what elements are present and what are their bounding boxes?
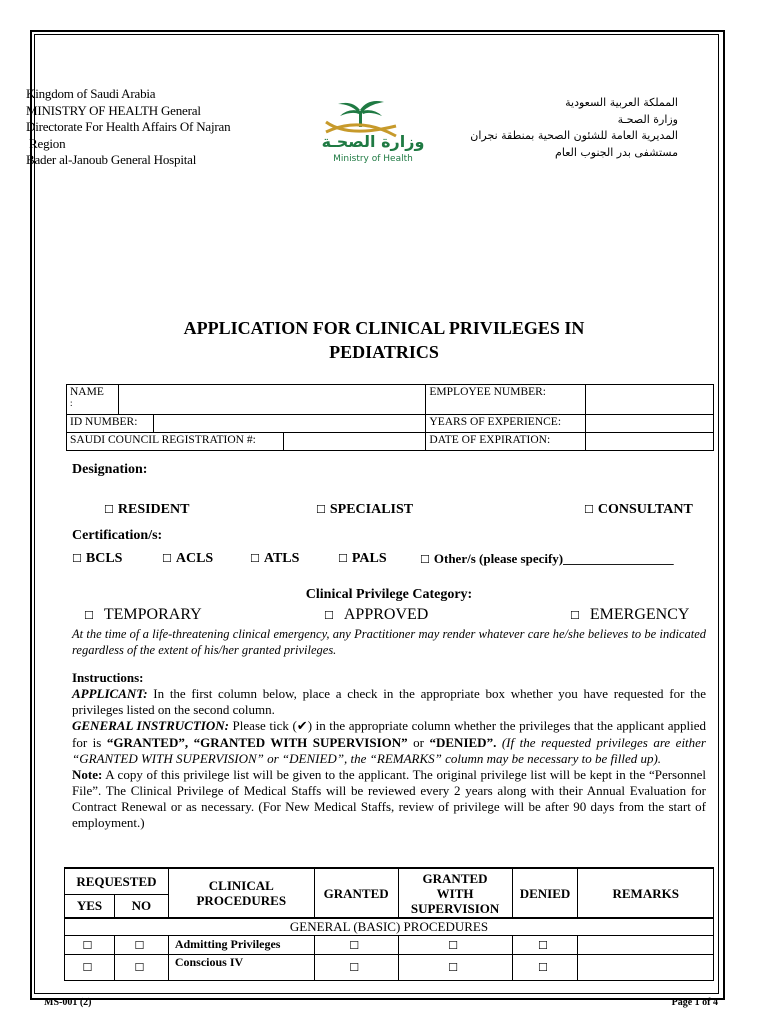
cert-label: Other/s (please specify)_________________: [433, 551, 674, 566]
date-expiration-label: DATE OF EXPIRATION:: [426, 433, 586, 451]
employee-number-label: EMPLOYEE NUMBER:: [426, 385, 586, 415]
date-expiration-field[interactable]: [586, 433, 714, 451]
header-left-line: Kingdom of Saudi Arabia: [26, 86, 156, 101]
category-emergency[interactable]: [570, 606, 689, 624]
note-instruction: [72, 767, 706, 831]
no-header: NO: [114, 894, 168, 918]
check-mark-icon: ✔: [296, 719, 308, 734]
checkbox-icon: ☐: [349, 938, 360, 952]
cert-label: ACLS: [175, 551, 214, 566]
checkbox-icon: ☐: [84, 609, 94, 622]
checkbox-icon: ☐: [72, 552, 82, 565]
general-text-1: Please tick (: [228, 718, 297, 733]
procedures-table: [64, 867, 714, 981]
remarks-field[interactable]: [578, 935, 714, 954]
form-code: MS-001 (2): [44, 997, 92, 1008]
procedure-name: Admitting Privileges: [168, 935, 314, 954]
cert-pals[interactable]: [338, 551, 387, 567]
header-right-line: المملكة العربية السعودية: [565, 96, 678, 109]
designation-label: SPECIALIST: [329, 502, 414, 517]
designation-consultant[interactable]: [584, 502, 693, 518]
checkbox-icon: ☐: [570, 609, 580, 622]
header-left-line: Directorate For Health Affairs Of Najran: [26, 119, 231, 134]
header-right-line: المديرية العامة للشئون الصحية بمنطقة نجران: [470, 129, 678, 142]
instructions-block: [72, 670, 706, 831]
checkbox-icon: ☐: [448, 961, 458, 974]
checkbox-icon: ☐: [324, 609, 334, 622]
category-label: EMERGENCY: [589, 606, 690, 623]
saudi-council-field[interactable]: [284, 433, 426, 450]
no-checkbox[interactable]: [114, 935, 168, 954]
years-experience-label: YEARS OF EXPERIENCE:: [426, 415, 586, 433]
employee-number-field[interactable]: [586, 385, 714, 415]
id-number-field[interactable]: [154, 415, 426, 432]
general-text-2: ) in the appropriate column whether the privileges that the applicant applied for is: [72, 718, 706, 750]
checkbox-icon: ☐: [82, 938, 93, 952]
cert-atls[interactable]: [250, 551, 299, 567]
section-general-basic: GENERAL (BASIC) PROCEDURES: [65, 918, 714, 935]
cert-others[interactable]: [420, 551, 674, 567]
checkbox-icon: ☐: [584, 503, 594, 516]
header-right-line: مستشفى بدر الجنوب العام: [555, 145, 678, 159]
applicant-label: APPLICANT:: [72, 686, 148, 701]
note-label: Note:: [72, 767, 103, 782]
designation-label: CONSULTANT: [597, 502, 693, 517]
title-line-2: PEDIATRICS: [329, 342, 439, 362]
remarks-header: REMARKS: [578, 868, 714, 918]
page-number: Page 1 of 4: [671, 997, 718, 1008]
granted-supervision-header: GRANTED WITH SUPERVISION: [398, 868, 512, 918]
id-number-label: ID NUMBER:: [67, 415, 154, 432]
granted-supervision-checkbox[interactable]: [398, 954, 512, 980]
category-temporary[interactable]: [84, 606, 202, 624]
denied-checkbox[interactable]: [512, 935, 578, 954]
checkbox-icon: ☐: [538, 961, 548, 974]
granted-supervision-text: “GRANTED WITH SUPERVISION”: [193, 735, 408, 750]
instructions-heading: Instructions:: [72, 670, 144, 685]
saudi-council-label: SAUDI COUNCIL REGISTRATION #:: [67, 433, 284, 450]
checkbox-icon: ☐: [349, 961, 360, 974]
designation-label: RESIDENT: [117, 502, 190, 517]
page-title: [0, 316, 768, 364]
id-number-cell: [67, 415, 426, 433]
checkbox-icon: ☐: [420, 553, 430, 566]
cert-label: BCLS: [85, 551, 123, 566]
yes-header: YES: [65, 894, 115, 918]
designation-specialist[interactable]: [316, 502, 413, 518]
requested-header: REQUESTED: [65, 868, 169, 894]
saudi-council-cell: [67, 433, 426, 451]
procedure-name: Conscious IV: [168, 954, 314, 980]
ministry-logo: [308, 98, 438, 168]
general-italic: (If the requested privileges are either “GRANTED WITH SUPERVISION” or “DENIED”, the “REMARKS” column may be necessary to be filled up).: [72, 735, 706, 766]
header-left-line: Region: [26, 135, 66, 151]
yes-checkbox[interactable]: [65, 935, 115, 954]
granted-checkbox[interactable]: [314, 954, 398, 980]
denied-text: “DENIED”.: [429, 735, 497, 750]
checkbox-icon: ☐: [538, 938, 548, 952]
designation-resident[interactable]: [104, 502, 189, 518]
emergency-note: At the time of a life-threatening clinical emergency, any Practitioner may render whatever care he/she believes to be indicated regardless of the extent of his/her granted privileges.: [72, 627, 706, 657]
granted-header: GRANTED: [314, 868, 398, 918]
category-label: TEMPORARY: [103, 606, 202, 623]
granted-checkbox[interactable]: [314, 935, 398, 954]
name-label: NAME: [70, 386, 104, 398]
or-text: or: [407, 735, 430, 750]
header-left-line: Bader al-Janoub General Hospital: [26, 152, 197, 167]
cert-bcls[interactable]: [72, 551, 122, 567]
name-field[interactable]: [118, 385, 425, 415]
cert-label: ATLS: [263, 551, 300, 566]
logo-arabic-text: وزارة الصحـة: [321, 132, 425, 151]
granted-text: “GRANTED”: [106, 735, 185, 750]
checkbox-icon: ☐: [134, 938, 145, 952]
logo-english-text: Ministry of Health: [333, 154, 413, 164]
remarks-field[interactable]: [578, 954, 714, 980]
applicant-text: In the first column below, place a check in the appropriate box whether you have requested for the privileges listed on the second column.: [72, 686, 706, 717]
denied-checkbox[interactable]: [512, 954, 578, 980]
general-instruction: [72, 718, 706, 767]
cert-acls[interactable]: [162, 551, 213, 567]
checkbox-icon: ☐: [316, 503, 326, 516]
general-label: GENERAL INSTRUCTION:: [72, 718, 229, 733]
name-colon: :: [70, 398, 73, 408]
applicant-info-table: [66, 384, 714, 451]
title-line-1: APPLICATION FOR CLINICAL PRIVILEGES IN: [183, 318, 585, 338]
yes-checkbox[interactable]: [65, 954, 115, 980]
header-left-line: MINISTRY OF HEALTH General: [26, 102, 201, 118]
cert-label: PALS: [351, 551, 387, 566]
years-experience-field[interactable]: [586, 415, 714, 433]
category-label: APPROVED: [343, 606, 429, 623]
header-right: [470, 95, 678, 161]
certification-heading: Certification/s:: [72, 528, 163, 543]
applicant-instruction: [72, 686, 706, 718]
privilege-category-heading: Clinical Privilege Category:: [305, 587, 473, 602]
checkbox-icon: ☐: [134, 961, 145, 974]
clinical-procedures-header: CLINICAL PROCEDURES: [168, 868, 314, 918]
designation-heading: Designation:: [72, 462, 148, 477]
header-right-line: وزارة الصحـة: [617, 112, 678, 126]
comma: ,: [184, 735, 194, 750]
checkbox-icon: ☐: [448, 938, 458, 952]
checkbox-icon: ☐: [104, 503, 114, 516]
note-text: A copy of this privilege list will be given to the applicant. The original privilege list will be kept in the “Personnel File”. The Clinical Privilege of Medical Staffs will be reviewed every 2 years along with their Annual Evaluation for Contract Renewal or as necessary. (For New Medical Staffs, review of privilege will be after 90 days from the start of employment.): [72, 767, 706, 830]
category-approved[interactable]: [324, 606, 428, 624]
checkbox-icon: ☐: [162, 552, 172, 565]
header-left: [26, 86, 230, 169]
no-checkbox[interactable]: [114, 954, 168, 980]
granted-supervision-checkbox[interactable]: [398, 935, 512, 954]
checkbox-icon: ☐: [338, 552, 348, 565]
denied-header: DENIED: [512, 868, 578, 918]
checkbox-icon: ☐: [82, 961, 93, 974]
name-label-cell: [67, 385, 119, 415]
checkbox-icon: ☐: [250, 552, 260, 565]
